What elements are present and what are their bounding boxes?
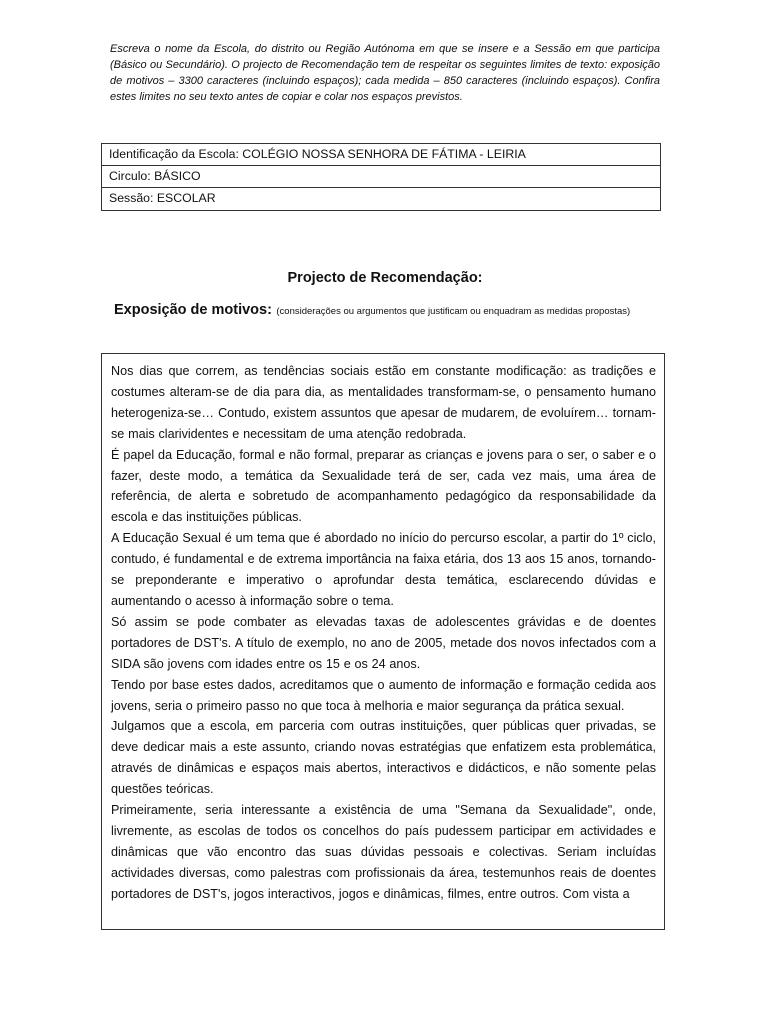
paragraph: Só assim se pode combater as elevadas taxas de adolescentes grávidas e de doentes portadores de DST's. A título de exemplo, no ano de 2005, metade dos novos infectados com a SIDA são jovens com idades entre os 15 e os 24 anos. [111,614,656,671]
paragraph: Nos dias que correm, as tendências sociais estão em constante modificação: as tradições e costumes alteram-se de dia para dia, as mentalidades transformam-se, o pensamento humano heterogeniza-se… Contudo, existem assuntos que apesar de mudarem, de evoluírem… tornam-se mais clarividentes e necessitam de uma atenção redobrada. [111,364,656,441]
paragraph: É papel da Educação, formal e não formal, preparar as crianças e jovens para o ser, o saber e o fazer, deste modo, a temática da Sexualidade terá de ser, cada vez mais, uma área de referência, de alerta e sobretudo de acompanhamento pedagógico da responsabilidade da escola e das instituições públicas. [111,447,656,525]
instructions-text: Escreva o nome da Escola, do distrito ou Região Autónoma em que se insere e a Sessão em que participa (Básico ou Secundário). O projecto de Recomendação tem de respeitar os seguintes limites de texto: exposição de motivos – 3300 caracteres (incluindo espaços); cada medida – 850 caracteres (incluindo espaços). Confira estes limites no seu texto antes de copiar e colar nos espaços previstos. [110,43,660,103]
section-heading: Exposição de motivos: [114,302,272,318]
circle-field: Circulo: BÁSICO [102,166,660,188]
paragraph: Julgamos que a escola, em parceria com outras instituições, quer públicas quer privadas, se deve dedicar mais a este assunto, criando novas estratégias que enfatizem esta problemática, através de dinâmicas e espaços mais abertos, interactivos e didácticos, e não somente pelas questões teóricas. [111,719,656,797]
identification-table [101,143,661,211]
paragraph: Primeiramente, seria interessante a existência de uma "Semana da Sexualidade", onde, livremente, as escolas de todos os concelhos do país pudessem participar em actividades e dinâmicas que vão encontro das suas dúvidas pessoais e colectivas. Seriam incluídas actividades diversas, como palestras com profissionais da área, testemunhos reais de doentes portadores de DST's, jogos interactivos, jogos e dinâmicas, filmes, entre outros. Com vista a [111,803,656,901]
motives-text-box [101,353,665,930]
section-header [114,301,674,319]
section-note: (considerações ou argumentos que justificam ou enquadram as medidas propostas) [276,306,631,317]
paragraph: A Educação Sexual é um tema que é abordado no início do percurso escolar, a partir do 1º ciclo, contudo, é fundamental e de extrema importância na faixa etária, dos 13 aos 15 anos, tornando-se preponderante e imperativo o aprofundar desta temática, esclarecendo dúvidas e aumentando o acesso à informação sobre o tema. [111,531,656,608]
session-field: Sessão: ESCOLAR [109,191,216,205]
document-title: Projecto de Recomendação: [287,270,483,286]
paragraph: Tendo por base estes dados, acreditamos que o aumento de informação e formação cedida aos jovens, seria o primeiro passo no que toca à melhoria e maior segurança da prática sexual. [111,677,656,713]
school-identification: Identificação da Escola: COLÉGIO NOSSA SENHORA DE FÁTIMA - LEIRIA [102,144,660,166]
